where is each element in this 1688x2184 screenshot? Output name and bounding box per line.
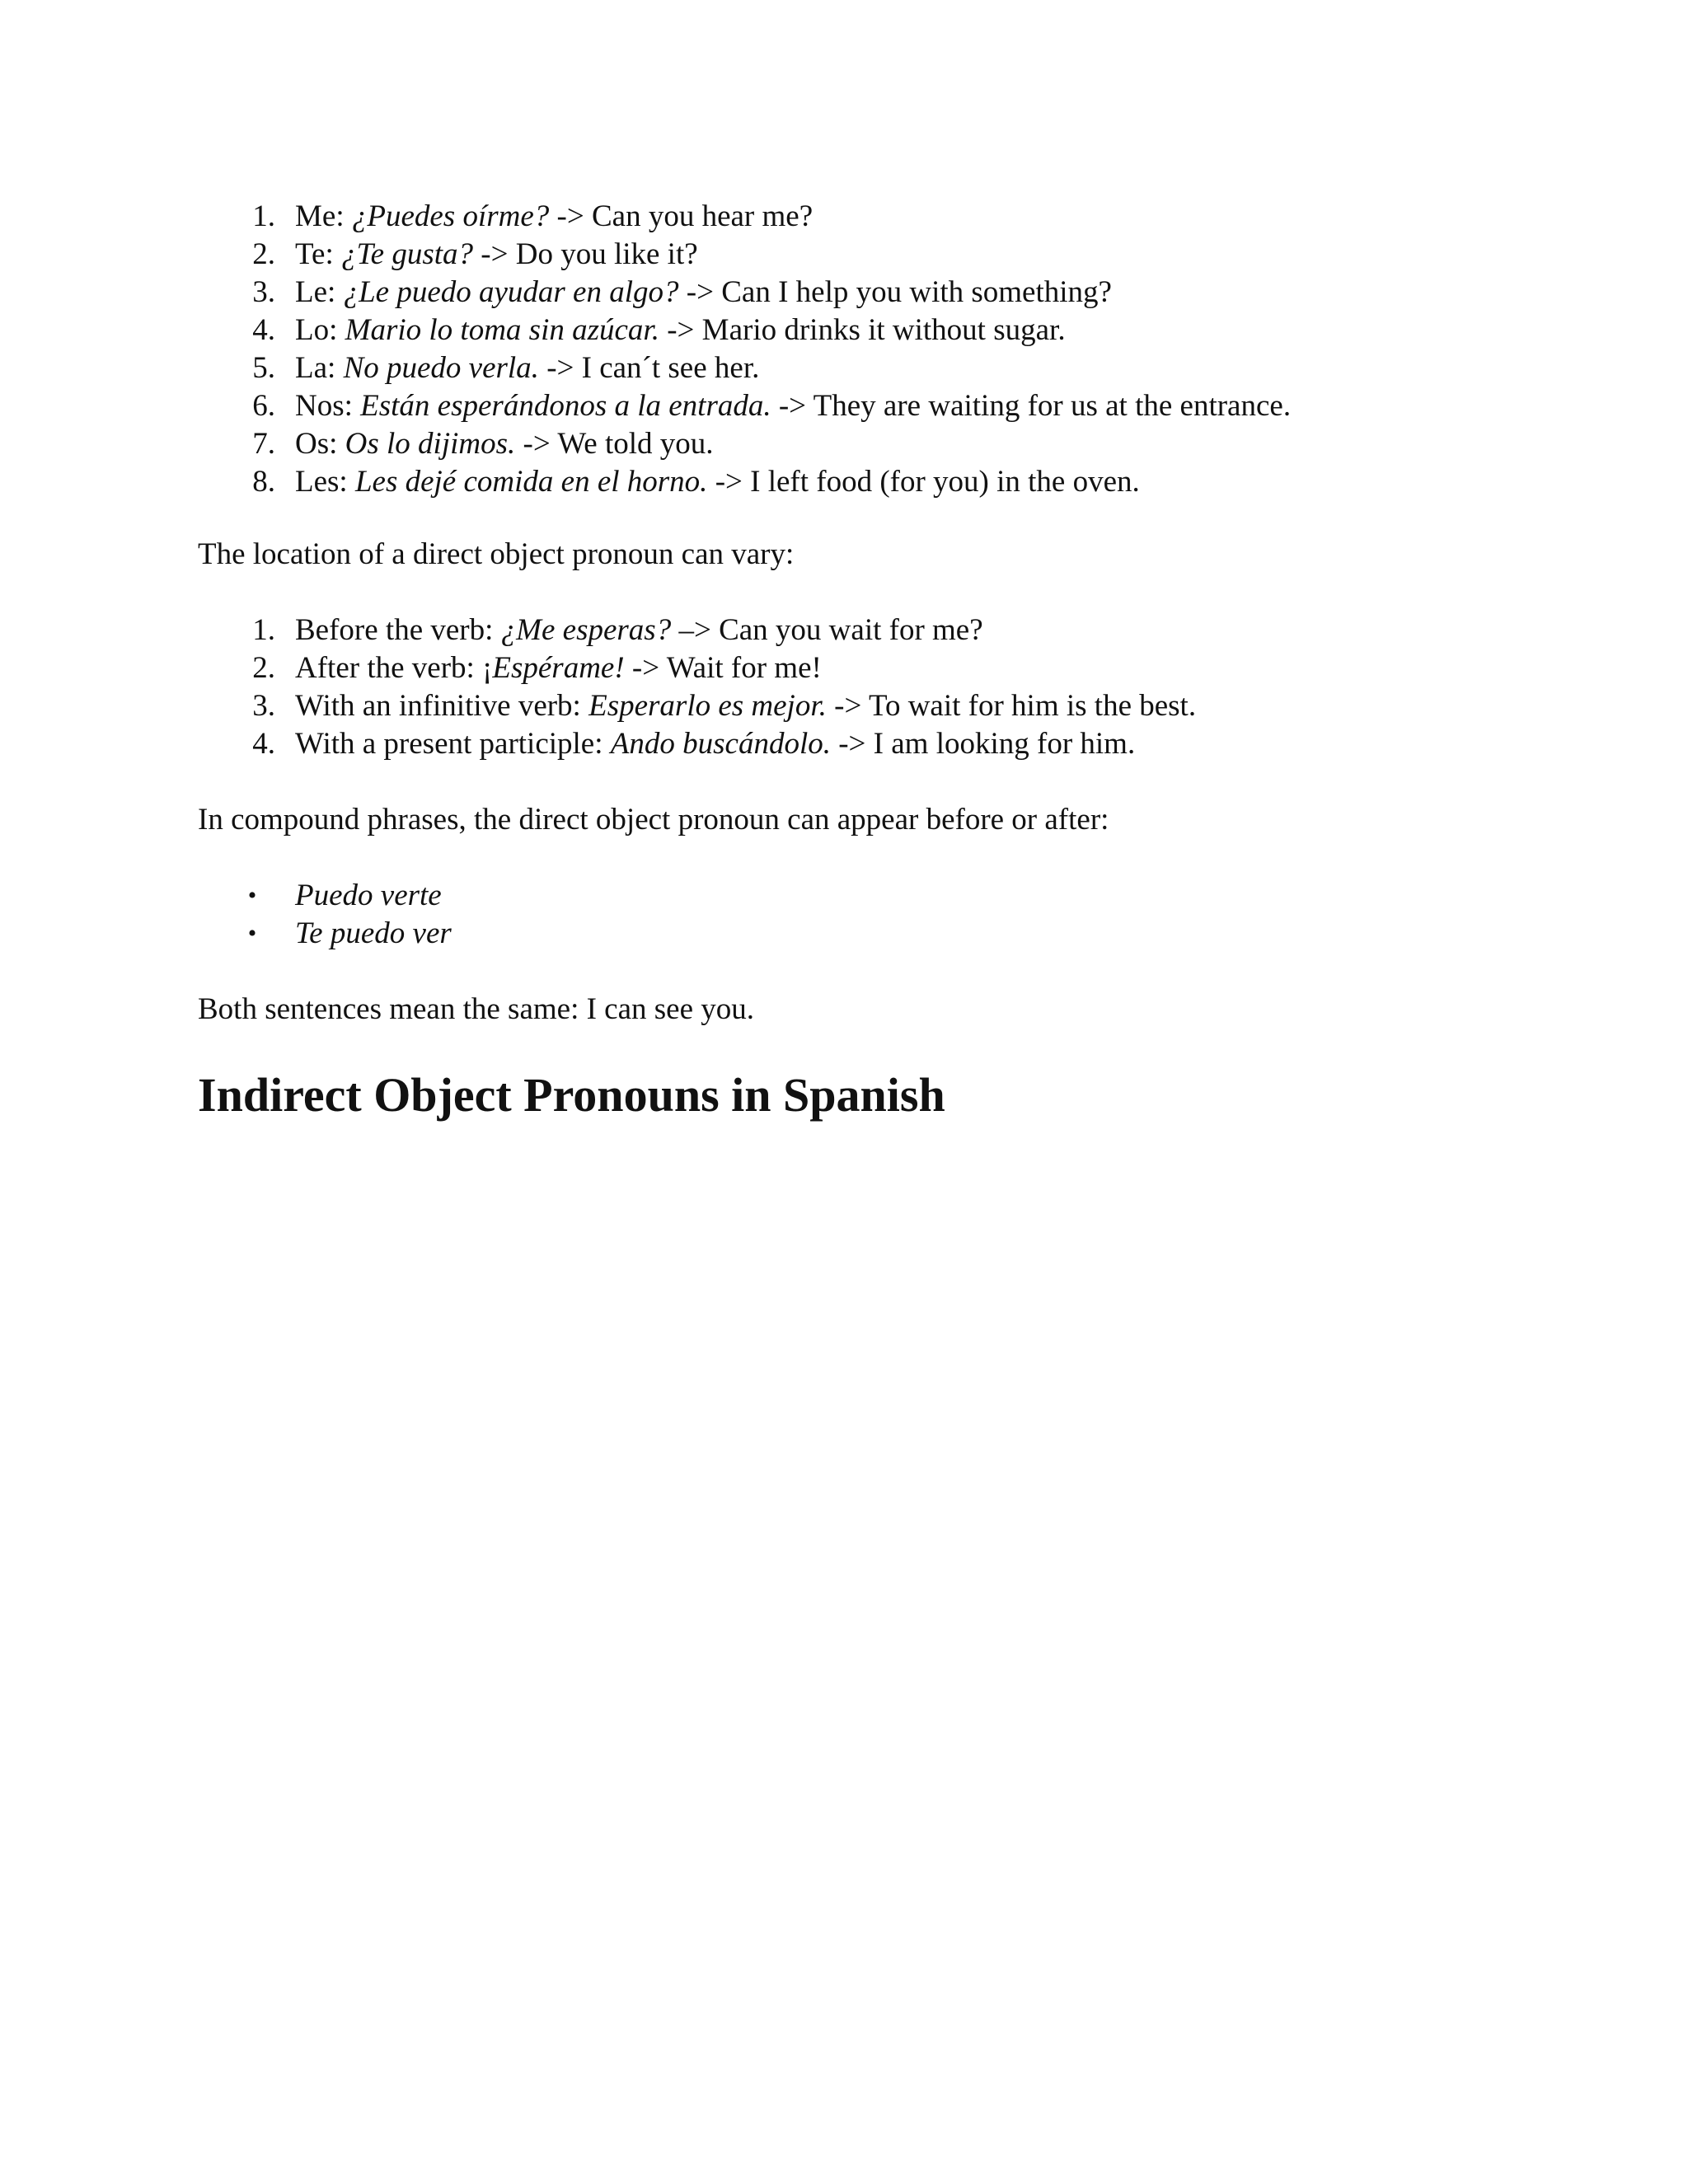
english-translation: We told you. (557, 427, 714, 461)
english-translation: Can I help you with something? (721, 275, 1112, 309)
pronoun-label: La: (295, 351, 336, 385)
arrow: -> (523, 427, 551, 461)
spanish-example: No puedo verla. (343, 351, 539, 385)
arrow: –> (678, 613, 711, 647)
spanish-example: Ando buscándolo. (610, 727, 831, 761)
list-number: 2. (252, 237, 275, 271)
position-label: Before the verb: (295, 613, 494, 647)
opening-punctuation: ¡ (482, 651, 493, 685)
spanish-example: ¿Puedes oírme? (351, 199, 550, 233)
english-translation: Mario drinks it without sugar. (701, 313, 1066, 347)
list-number: 3. (252, 275, 275, 309)
english-translation: Wait for me! (666, 651, 822, 685)
english-translation: To wait for him is the best. (868, 689, 1197, 723)
spanish-example: Mario lo toma sin azúcar. (345, 313, 659, 347)
list-number: 4. (252, 727, 275, 761)
spanish-example: Esperarlo es mejor. (588, 689, 827, 723)
list-number: 2. (252, 651, 275, 685)
arrow: -> (834, 689, 862, 723)
list-number: 7. (252, 427, 275, 461)
arrow: -> (556, 199, 584, 233)
arrow: -> (838, 727, 866, 761)
position-label: With a present participle: (295, 727, 603, 761)
spanish-example: Están esperándonos a la entrada. (360, 389, 771, 423)
arrow: -> (631, 651, 660, 685)
arrow: -> (778, 389, 807, 423)
list-number: 6. (252, 389, 275, 423)
english-translation: They are waiting for us at the entrance. (813, 389, 1292, 423)
spanish-example: Os lo dijimos. (345, 427, 516, 461)
spanish-example: Puedo verte (295, 879, 442, 912)
pronoun-label: Nos: (295, 389, 353, 423)
english-translation: Can you hear me? (591, 199, 814, 233)
pronoun-label: Lo: (295, 313, 338, 347)
spanish-example: Te puedo ver (295, 916, 452, 950)
pronoun-label: Me: (295, 199, 345, 233)
list-number: 3. (252, 689, 275, 723)
spanish-example: ¿Te gusta? (340, 237, 474, 271)
pronoun-label: Les: (295, 465, 348, 499)
arrow: -> (715, 465, 743, 499)
pronoun-label: Os: (295, 427, 338, 461)
bullet-icon: • (247, 920, 257, 947)
bullet-icon: • (247, 882, 257, 909)
english-translation: I am looking for him. (873, 727, 1136, 761)
spanish-example: Espérame! (492, 651, 625, 685)
compound-intro-paragraph: In compound phrases, the direct object pronoun can appear before or after: (198, 803, 1109, 837)
spanish-example: ¿Le puedo ayudar en algo? (343, 275, 679, 309)
location-intro-paragraph: The location of a direct object pronoun can vary: (198, 537, 795, 571)
pronoun-label: Le: (295, 275, 336, 309)
list-number: 1. (252, 199, 275, 233)
list-number: 4. (252, 313, 275, 347)
arrow: -> (667, 313, 695, 347)
english-translation: I left food (for you) in the oven. (750, 465, 1140, 499)
spanish-example: ¿Me esperas? (500, 613, 672, 647)
list-number: 8. (252, 465, 275, 499)
arrow: -> (481, 237, 509, 271)
list-number: 5. (252, 351, 275, 385)
english-translation: Do you like it? (515, 237, 698, 271)
pronoun-label: Te: (295, 237, 334, 271)
arrow: -> (546, 351, 574, 385)
english-translation: Can you wait for me? (719, 613, 983, 647)
english-translation: I can´t see her. (581, 351, 760, 385)
list-number: 1. (252, 613, 275, 647)
section-heading: Indirect Object Pronouns in Spanish (198, 1068, 945, 1122)
spanish-example: Les dejé comida en el horno. (354, 465, 708, 499)
position-label: After the verb: (295, 651, 475, 685)
conclusion-paragraph: Both sentences mean the same: I can see you. (198, 992, 755, 1026)
arrow: -> (686, 275, 714, 309)
position-label: With an infinitive verb: (295, 689, 581, 723)
